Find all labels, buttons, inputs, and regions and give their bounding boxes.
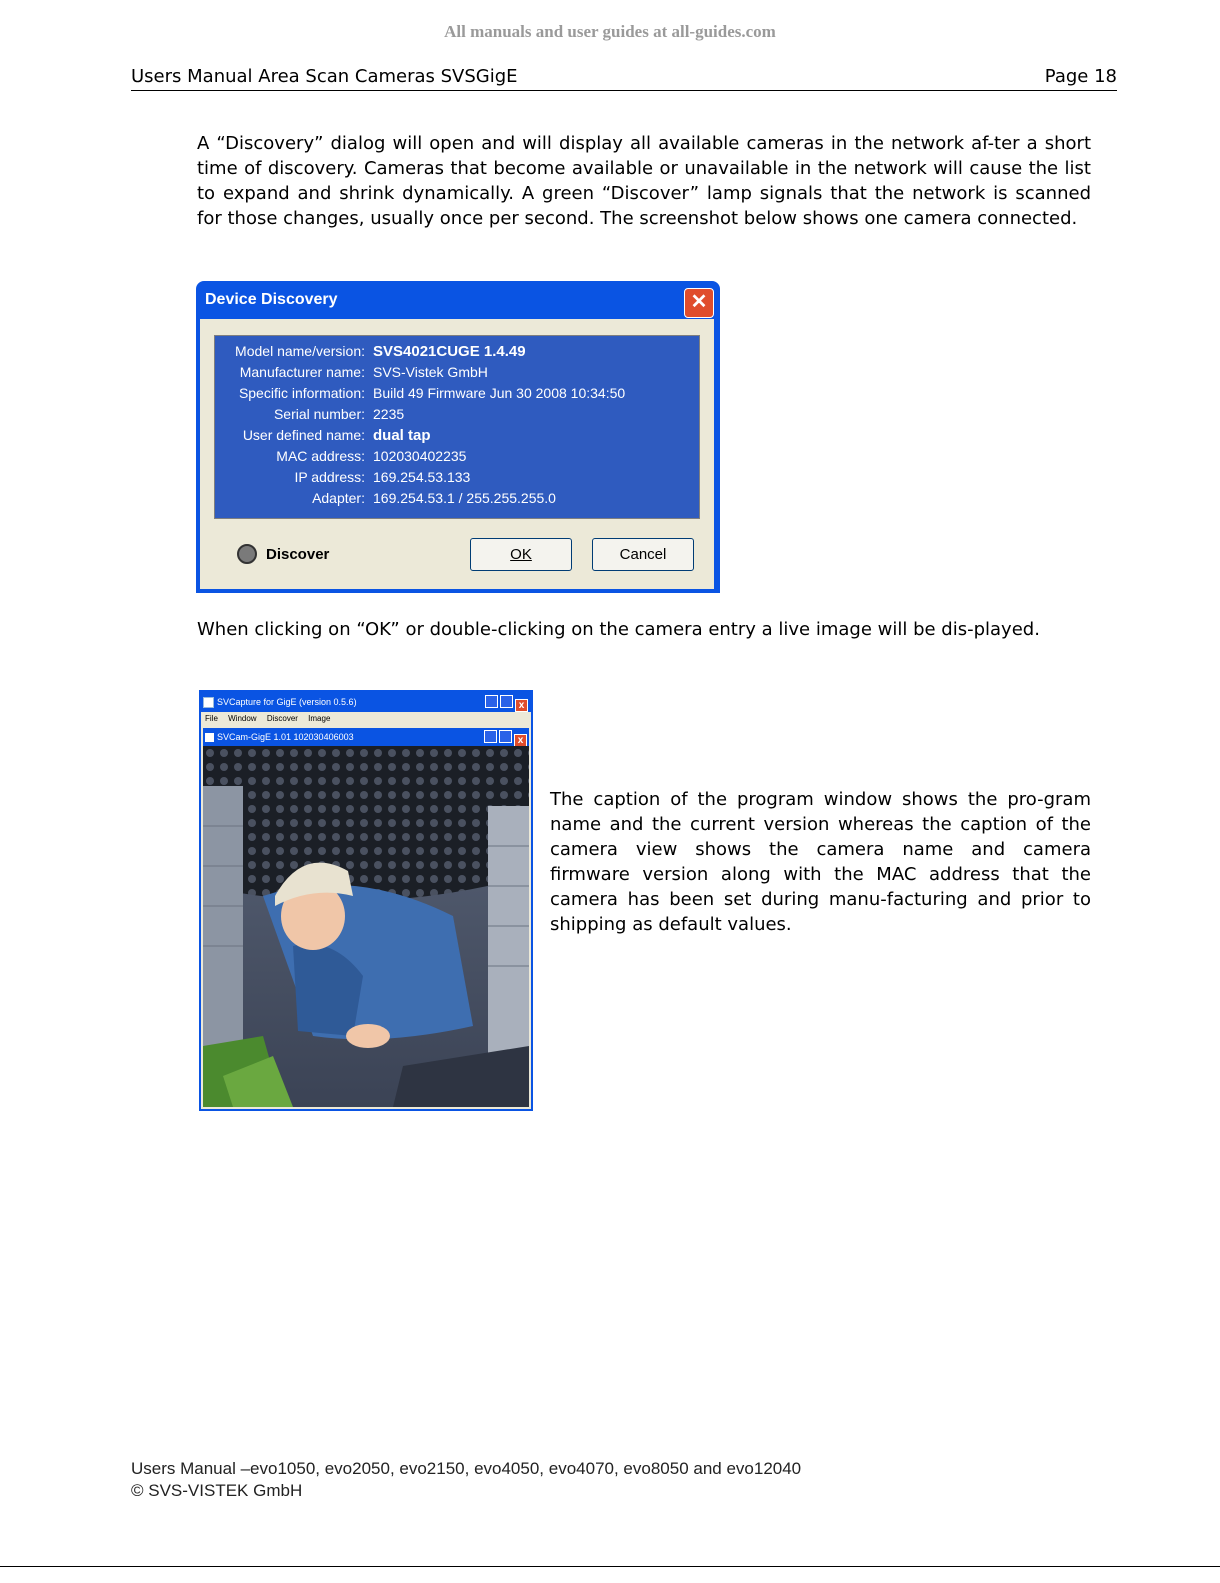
info-label: MAC address:: [276, 448, 365, 464]
paragraph-ok: When clicking on “OK” or double-clicking on the camera entry a live image will be dis-played.: [197, 619, 1040, 640]
camera-view-title: SVCam-GigE 1.01 102030406003: [217, 732, 354, 742]
menu-image[interactable]: Image: [308, 714, 331, 723]
info-row: [215, 406, 701, 427]
info-label: Specific information:: [238, 385, 365, 401]
discover-label: Discover: [266, 546, 330, 563]
info-row: [215, 490, 701, 511]
page-number: Page 18: [1044, 66, 1117, 87]
camera-entry[interactable]: [214, 335, 700, 519]
page-header: [131, 66, 1117, 91]
info-label: Model name/version:: [235, 343, 365, 359]
app-title: SVCapture for GigE (version 0.5.6): [217, 697, 357, 707]
minimize-icon[interactable]: [485, 695, 498, 708]
footer-line-2: © SVS-VISTEK GmbH: [131, 1481, 303, 1500]
camera-icon: [205, 733, 214, 742]
info-value: Build 49 Firmware Jun 30 2008 10:34:50: [373, 385, 626, 401]
header-title: Users Manual Area Scan Cameras SVSGigE: [131, 66, 518, 87]
minimize-icon[interactable]: [484, 730, 497, 743]
info-label: Manufacturer name:: [239, 364, 365, 380]
info-label: User defined name:: [242, 427, 365, 443]
maximize-icon[interactable]: [500, 695, 513, 708]
info-label: Adapter:: [312, 490, 365, 506]
live-image-photo: [203, 746, 529, 1107]
info-value: SVS-Vistek GmbH: [373, 364, 488, 380]
close-icon[interactable]: x: [514, 734, 527, 747]
info-value: 102030402235: [373, 448, 467, 464]
info-label: Serial number:: [273, 406, 365, 422]
device-discovery-dialog: [196, 281, 720, 593]
menu-file[interactable]: File: [205, 714, 218, 723]
page-footer: [131, 1458, 801, 1502]
info-value: SVS4021CUGE 1.4.49: [373, 343, 526, 360]
close-icon[interactable]: ✕: [684, 288, 714, 318]
menu-window[interactable]: Window: [228, 714, 257, 723]
footer-line-1: Users Manual –evo1050, evo2050, evo2150, evo4050, evo4070, evo8050 and evo12040: [131, 1459, 802, 1478]
discover-lamp-icon: [237, 544, 257, 564]
info-row: [215, 385, 701, 406]
app-titlebar: [201, 692, 531, 712]
close-icon[interactable]: x: [515, 699, 528, 712]
info-label: IP address:: [294, 469, 365, 485]
ok-label: OK: [510, 546, 532, 563]
cancel-button[interactable]: [592, 538, 694, 571]
camera-view-titlebar: [203, 728, 529, 746]
bottom-rule: [0, 1566, 1220, 1567]
cancel-label: Cancel: [619, 546, 667, 563]
app-icon: [203, 697, 214, 708]
dialog-title: Device Discovery: [205, 291, 338, 308]
paragraph-caption: The caption of the program window shows the pro-gram name and the current version whereas the caption of the camera view shows the camera name and camera firmware version along with the MAC address that the camera has been set during manu-facturing and prior to shipping as default values.: [550, 789, 1091, 935]
maximize-icon[interactable]: [499, 730, 512, 743]
watermark: All manuals and user guides at all-guides.com: [444, 22, 776, 41]
ok-button[interactable]: [470, 538, 572, 571]
paragraph-discovery: A “Discovery” dialog will open and will display all available cameras in the network af-ter a short time of discovery. Cameras that become available or unavailable in the network will cause the list to expand and shrink dynamically. A green “Discover” lamp signals that the network is scanned for those changes, usually once per second. The screenshot below shows one camera connected.: [197, 133, 1091, 229]
camera-view-window: [201, 726, 531, 1109]
svcapture-window: [199, 690, 533, 1111]
menu-bar: [201, 712, 531, 726]
info-row: [215, 364, 701, 385]
info-value: 169.254.53.133: [373, 469, 471, 485]
info-row: [215, 448, 701, 469]
info-row: [215, 469, 701, 490]
info-row: [215, 427, 701, 448]
dialog-body: [200, 319, 714, 589]
info-value: 2235: [373, 406, 405, 422]
menu-discover[interactable]: Discover: [266, 714, 298, 723]
info-value: 169.254.53.1 / 255.255.255.0: [373, 490, 556, 506]
live-image: [203, 746, 529, 1107]
info-value: dual tap: [373, 427, 431, 444]
info-row: [215, 343, 701, 364]
